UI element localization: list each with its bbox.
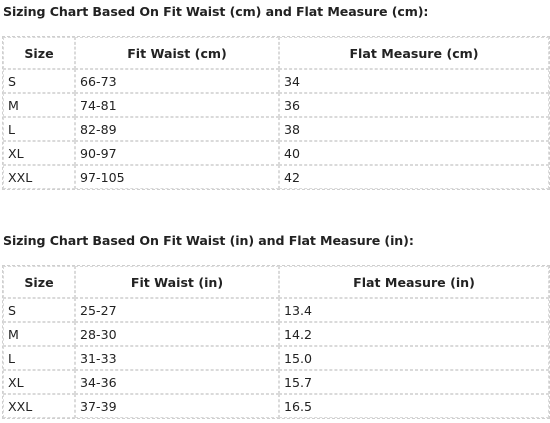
cell-size: XXL — [3, 394, 75, 418]
cell-fit-waist: 34-36 — [75, 370, 279, 394]
table-header-row — [3, 37, 549, 69]
cell-fit-waist: 25-27 — [75, 298, 279, 322]
cell-size: XL — [3, 141, 75, 165]
cell-flat-measure: 13.4 — [279, 298, 549, 322]
section-title: Sizing Chart Based On Fit Waist (cm) and Flat Measure (cm): — [3, 4, 429, 19]
cell-fit-waist: 31-33 — [75, 346, 279, 370]
cell-size: M — [3, 322, 75, 346]
cell-size: XXL — [3, 165, 75, 189]
column-header-size: Size — [3, 37, 75, 69]
cell-fit-waist: 74-81 — [75, 93, 279, 117]
cell-flat-measure: 38 — [279, 117, 549, 141]
table-row — [3, 69, 549, 93]
cell-flat-measure: 15.0 — [279, 346, 549, 370]
sizing-table-in — [2, 265, 550, 419]
table-row — [3, 322, 549, 346]
cell-fit-waist: 37-39 — [75, 394, 279, 418]
cell-flat-measure: 40 — [279, 141, 549, 165]
column-header-fit-waist: Fit Waist (in) — [75, 266, 279, 298]
table-row — [3, 346, 549, 370]
cell-size: L — [3, 117, 75, 141]
table-row — [3, 141, 549, 165]
table-row — [3, 117, 549, 141]
table-row — [3, 165, 549, 189]
cell-flat-measure: 34 — [279, 69, 549, 93]
section-title: Sizing Chart Based On Fit Waist (in) and Flat Measure (in): — [3, 233, 414, 248]
cell-flat-measure: 36 — [279, 93, 549, 117]
cell-flat-measure: 42 — [279, 165, 549, 189]
table-row — [3, 93, 549, 117]
table-row — [3, 394, 549, 418]
table-row — [3, 370, 549, 394]
column-header-size: Size — [3, 266, 75, 298]
table-row — [3, 298, 549, 322]
cell-fit-waist: 90-97 — [75, 141, 279, 165]
cell-size: S — [3, 298, 75, 322]
cell-fit-waist: 97-105 — [75, 165, 279, 189]
table-header-row — [3, 266, 549, 298]
cell-flat-measure: 14.2 — [279, 322, 549, 346]
cell-fit-waist: 82-89 — [75, 117, 279, 141]
cell-fit-waist: 66-73 — [75, 69, 279, 93]
column-header-flat-measure: Flat Measure (in) — [279, 266, 549, 298]
cell-fit-waist: 28-30 — [75, 322, 279, 346]
cell-size: L — [3, 346, 75, 370]
sizing-table-cm — [2, 36, 550, 190]
column-header-fit-waist: Fit Waist (cm) — [75, 37, 279, 69]
cell-size: XL — [3, 370, 75, 394]
cell-flat-measure: 16.5 — [279, 394, 549, 418]
cell-size: M — [3, 93, 75, 117]
cell-flat-measure: 15.7 — [279, 370, 549, 394]
cell-size: S — [3, 69, 75, 93]
column-header-flat-measure: Flat Measure (cm) — [279, 37, 549, 69]
